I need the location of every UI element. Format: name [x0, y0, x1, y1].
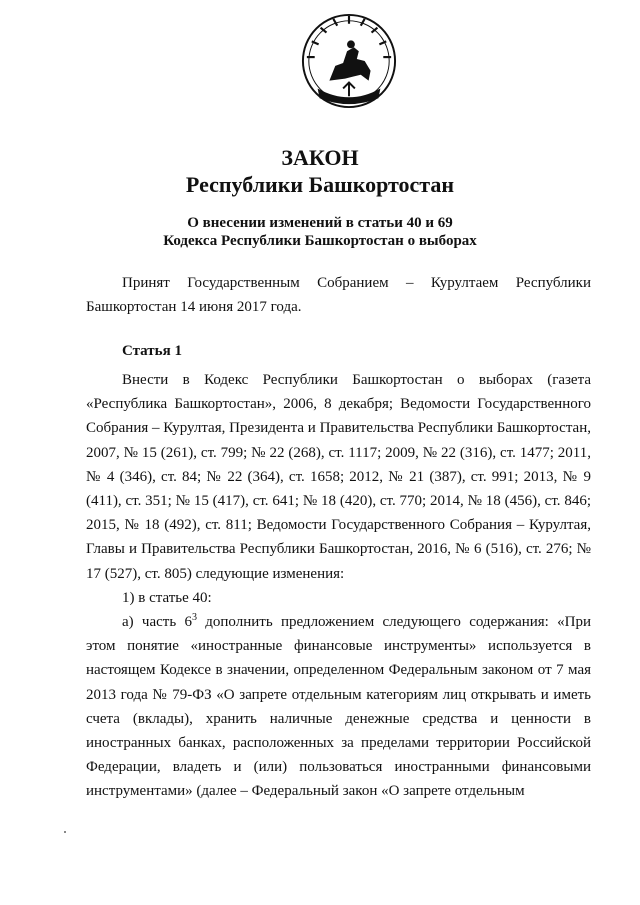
subtitle-line-2: Кодекса Республики Башкортостан о выборах	[163, 233, 477, 249]
article-1-item-a	[86, 610, 591, 804]
item-a-text: дополнить предложением следующего содержания: «При этом понятие «иностранные финансовые инструменты» используется в настоящем Кодексе в значении, определенном Федеральным законом от 7 мая 2013 года № 79-ФЗ «О запрете отдельным категориям лиц открывать и иметь счета (вклады), хранить наличные денежные средства и ценности в иностранных банках, расположенных за пределами территории Российской Федерации, владеть и (или) пользоваться иностранными финансовыми инструментами» (далее – Федеральный закон «О запрете отдельным	[86, 614, 591, 800]
article-heading: Статья 1	[122, 343, 182, 359]
coat-of-arms-emblem	[300, 12, 398, 110]
subtitle-line-1: О внесении изменений в статьи 40 и 69	[187, 215, 453, 231]
document-subtitle	[0, 214, 640, 250]
document-title: ЗАКОН	[281, 145, 359, 170]
article-1-paragraph-1: Внести в Кодекс Республики Башкортостан о выборах (газета «Республика Башкортостан», 2006, 8 декабря; Ведомости Государственного Собрания – Курултая, Президента и Правительства Республики Башкортостан, 2007, № 15 (261), ст. 799; № 22 (268), ст. 1117; 2009, № 22 (316), ст. 1477; 2011, № 4 (346), ст. 84; № 22 (364), ст. 1658; 2012, № 21 (387), ст. 991; 2013, № 9 (411), ст. 351; № 15 (417), ст. 641; № 18 (420), ст. 770; 2014, № 18 (456), ст. 846; 2015, № 18 (492), ст. 811; Ведомости Государственного Собрания – Курултая, Главы и Правительства Республики Башкортостан, 2016, № 6 (516), ст. 276; № 17 (527), ст. 805) следующие изменения:	[86, 372, 591, 582]
article-1-body	[86, 368, 591, 804]
document-title-region: Республики Башкортостан	[185, 172, 455, 197]
article-1-item-1: 1) в статье 40:	[122, 589, 212, 606]
item-a-superscript: 3	[191, 612, 197, 624]
item-a-prefix: а) часть 6	[122, 614, 192, 631]
adoption-statement: Принят Государственным Собранием – Курултаем Республики Башкортостан 14 июня 2017 года.	[86, 275, 591, 316]
scan-dot	[64, 831, 66, 833]
